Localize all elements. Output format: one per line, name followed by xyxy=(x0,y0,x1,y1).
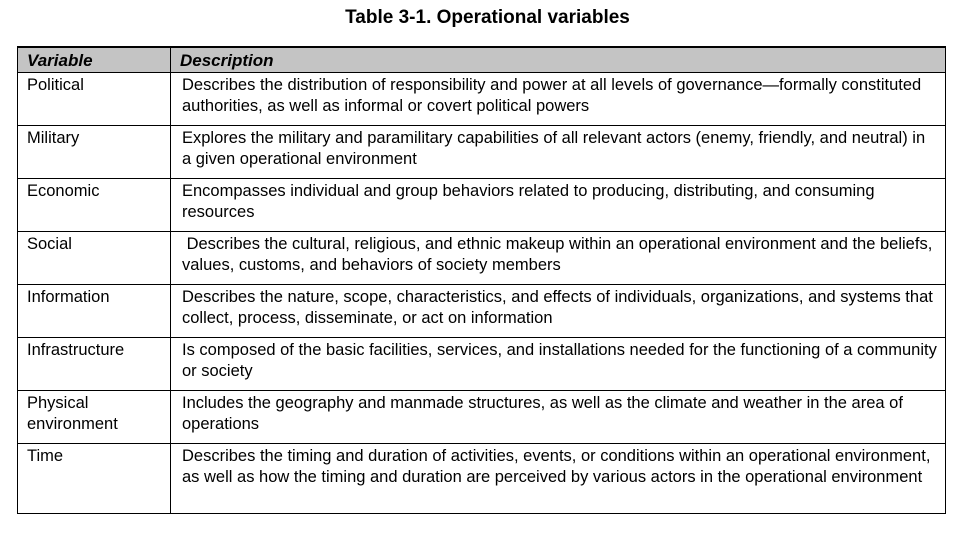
table-row xyxy=(18,285,946,338)
table-title: Table 3-1. Operational variables xyxy=(345,7,630,28)
description-cell: Describes the nature, scope, characteristics, and effects of individuals, organizations, and systems that collect, process, disseminate, or act on information xyxy=(171,285,946,338)
variable-cell: Economic xyxy=(18,179,171,232)
operational-variables-table xyxy=(17,46,946,514)
table-row xyxy=(18,391,946,444)
table-row xyxy=(18,338,946,391)
table-row xyxy=(18,444,946,514)
description-cell: Describes the timing and duration of activities, events, or conditions within an operational environment, as well as how the timing and duration are perceived by various actors in the operational environment xyxy=(171,444,946,514)
table-row xyxy=(18,179,946,232)
description-cell: Includes the geography and manmade structures, as well as the climate and weather in the area of operations xyxy=(171,391,946,444)
column-header-description: Description xyxy=(171,47,946,73)
description-cell: Is composed of the basic facilities, services, and installations needed for the functioning of a community or society xyxy=(171,338,946,391)
variable-cell: Time xyxy=(18,444,171,514)
table-row xyxy=(18,232,946,285)
variable-cell: Information xyxy=(18,285,171,338)
column-header-variable: Variable xyxy=(18,47,171,73)
description-cell: Describes the cultural, religious, and ethnic makeup within an operational environment and the beliefs, values, customs, and behaviors of society members xyxy=(171,232,946,285)
table-row xyxy=(18,73,946,126)
variable-cell: Political xyxy=(18,73,171,126)
variable-cell: Social xyxy=(18,232,171,285)
variable-cell: Infrastructure xyxy=(18,338,171,391)
variable-cell: Physical environment xyxy=(18,391,171,444)
table-row xyxy=(18,126,946,179)
table-header-row xyxy=(18,47,946,73)
description-cell: Describes the distribution of responsibility and power at all levels of governance—formally constituted authorities, as well as informal or covert political powers xyxy=(171,73,946,126)
variable-cell: Military xyxy=(18,126,171,179)
description-cell: Explores the military and paramilitary capabilities of all relevant actors (enemy, friendly, and neutral) in a given operational environment xyxy=(171,126,946,179)
description-cell: Encompasses individual and group behaviors related to producing, distributing, and consuming resources xyxy=(171,179,946,232)
